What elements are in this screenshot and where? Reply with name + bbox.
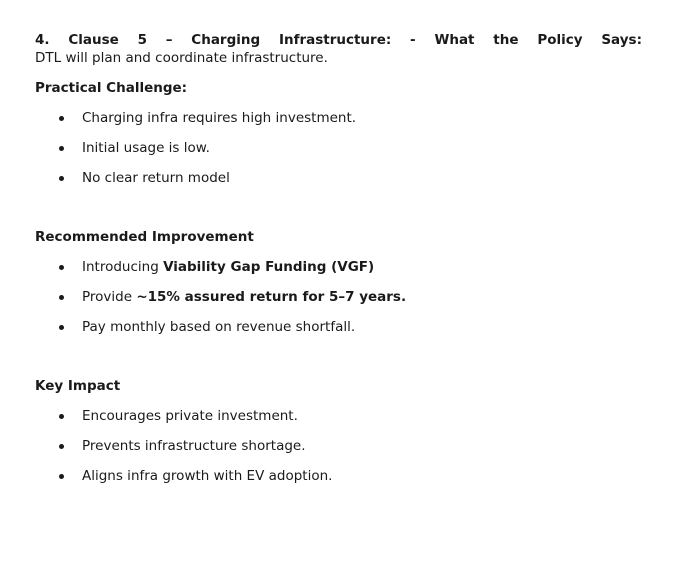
item-text: Provide xyxy=(82,289,137,305)
list-item: Aligns infra growth with EV adoption. xyxy=(35,467,642,485)
list-item: Charging infra requires high investment. xyxy=(35,109,642,127)
recommended-improvement-list xyxy=(35,258,642,336)
list-item: No clear return model xyxy=(35,169,642,187)
item-text: Introducing xyxy=(82,259,164,275)
clause-title: Clause 5 – Charging Infrastructure: - What the Policy Says: xyxy=(68,32,642,48)
list-item: Encourages private investment. xyxy=(35,407,642,425)
policy-text: DTL will plan and coordinate infrastructure. xyxy=(35,50,328,66)
practical-challenge-heading: Practical Challenge: xyxy=(35,80,188,96)
item-emphasis: Viability Gap Funding (VGF) xyxy=(163,259,375,275)
practical-challenge-list xyxy=(35,109,642,187)
list-item xyxy=(35,318,642,336)
document-body xyxy=(35,31,642,497)
list-item: Prevents infrastructure shortage. xyxy=(35,437,642,455)
key-impact-list xyxy=(35,407,642,485)
recommended-improvement-heading: Recommended Improvement xyxy=(35,229,254,245)
key-impact-heading: Key Impact xyxy=(35,378,121,394)
item-text: Pay monthly based on revenue shortfall. xyxy=(82,319,356,335)
clause-number: 4. xyxy=(35,32,50,48)
item-emphasis: ~15% assured return for 5–7 years. xyxy=(136,289,407,305)
clause-heading xyxy=(35,31,642,49)
list-item: Initial usage is low. xyxy=(35,139,642,157)
list-item xyxy=(35,258,642,276)
list-item xyxy=(35,288,642,306)
